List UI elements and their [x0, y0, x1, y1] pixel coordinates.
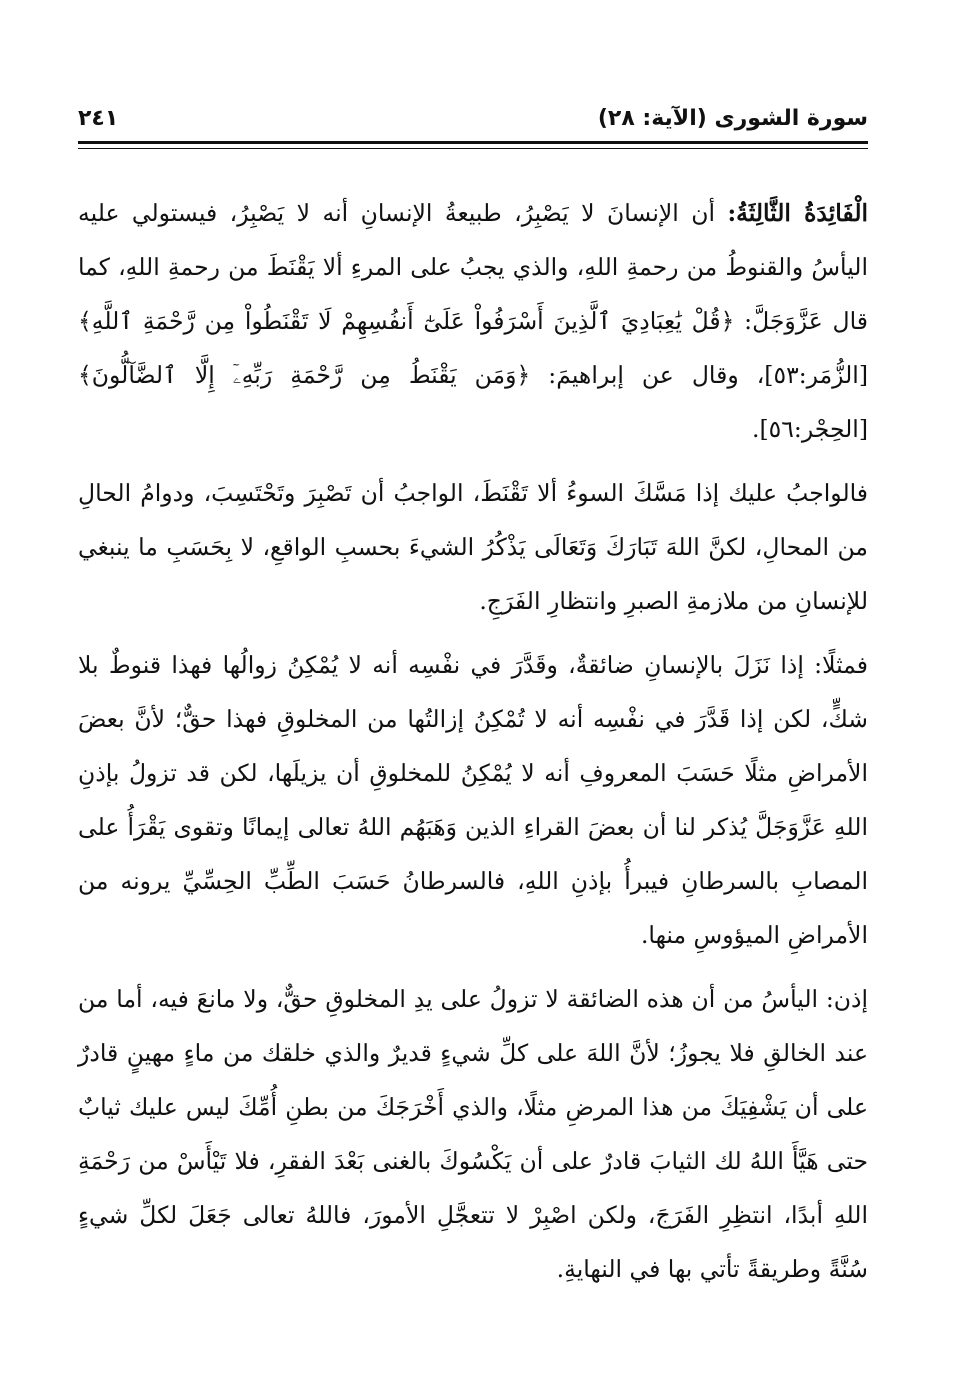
page-number: ٢٤١: [78, 106, 119, 131]
paragraph-2-text: فالواجبُ عليك إذا مَسَّكَ السوءُ ألا تَقْنَطَ، الواجبُ أن تَصْبِرَ وتَحْتَسِبَ، ودوامُ الحالِ من المحالِ، لكنَّ اللهَ تَبَارَكَ وَتَعَالَى يَذْكُرُ الشيءَ بحسبِ الواقعِ، لا بِحَسَبِ ما ينبغي للإنسانِ من ملازمةِ الصبرِ وانتظارِ الفَرَجِ.: [78, 479, 868, 615]
paragraph-4: [78, 972, 868, 1296]
paragraph-3: [78, 638, 868, 962]
paragraph-3-text: فمثلًا: إذا نَزَلَ بالإنسانِ ضائقةٌ، وقَدَّرَ في نفْسِه أنه لا يُمْكِنُ زوالُها فهذا قنوطٌ بلا شكٍّ، لكن إذا قَدَّرَ في نفْسِه أنه لا تُمْكِنُ إزالتُها من المخلوقِ فهذا حقٌّ؛ لأنَّ بعضَ الأمراضِ مثلًا حَسَبَ المعروفِ أنه لا يُمْكِنُ للمخلوقِ أن يزيلَها، لكن قد تزولُ بإذنِ اللهِ عَزَّوَجَلَّ يُذكر لنا أن بعضَ القراءِ الذين وَهَبَهُم اللهُ تعالى إيمانًا وتقوى يَقْرَأُ على المصابِ بالسرطانِ فيبرأُ بإذنِ اللهِ، فالسرطانُ حَسَبَ الطِّبِّ الحِسِّيِّ يرونه من الأمراضِ الميؤوسِ منها.: [78, 651, 868, 949]
running-header: [78, 100, 868, 144]
paragraph-1-lead: الْفَائِدَةُ الثَّالِثَةُ:: [727, 199, 869, 227]
book-page: [78, 100, 868, 1320]
paragraph-1: [78, 186, 868, 456]
paragraph-4-text: إذن: اليأسُ من أن هذه الضائقة لا تزولُ على يدِ المخلوقِ حقٌّ، ولا مانعَ فيه، أما من عند الخالقِ فلا يجوزُ؛ لأنَّ اللهَ على كلِّ شيءٍ قديرٌ والذي خلقك من ماءٍ مهينٍ قادرٌ على أن يَشْفِيَكَ من هذا المرضِ مثلًا، والذي أَخْرَجَكَ من بطنِ أُمِّكَ ليس عليك ثيابٌ حتى هَيَّأَ اللهُ لك الثيابَ قادرٌ على أن يَكْسُوكَ بالغنى بَعْدَ الفقرِ، فلا تَيْأَسْ من رَحْمَةِ اللهِ أبدًا، انتظِرِ الفَرَجَ، ولكن اصْبِرْ لا تتعجَّلِ الأمورَ، فاللهُ تعالى جَعَلَ لكلِّ شيءٍ سُنَّةً وطريقةً تأتي بها في النهايةِ.: [78, 985, 868, 1283]
body-text: [78, 186, 868, 1296]
paragraph-2: [78, 466, 868, 628]
header-title: سورة الشورى (الآية: ٢٨): [597, 106, 868, 131]
paragraph-1-text: أن الإنسانَ لا يَصْبِرُ، طبيعةُ الإنسانِ أنه لا يَصْبِرُ، فيستولي عليه اليأسُ والقنوطُ من رحمةِ اللهِ، والذي يجبُ على المرءِ ألا يَقْنَطَ من رحمةِ اللهِ، كما قال عَزَّوَجَلَّ: ﴿قُلْ يَٰعِبَادِيَ ٱلَّذِينَ أَسْرَفُواْ عَلَىٰٓ أَنفُسِهِمْ لَا تَقْنَطُواْ مِن رَّحْمَةِ ٱللَّهِ﴾ [الزُّمَر:٥٣]، وقال عن إبراهيمَ: ﴿وَمَن يَقْنَطُ مِن رَّحْمَةِ رَبِّهِۦٓ إِلَّا ٱلضَّآلُّونَ﴾ [الحِجْر:٥٦].: [78, 199, 868, 443]
